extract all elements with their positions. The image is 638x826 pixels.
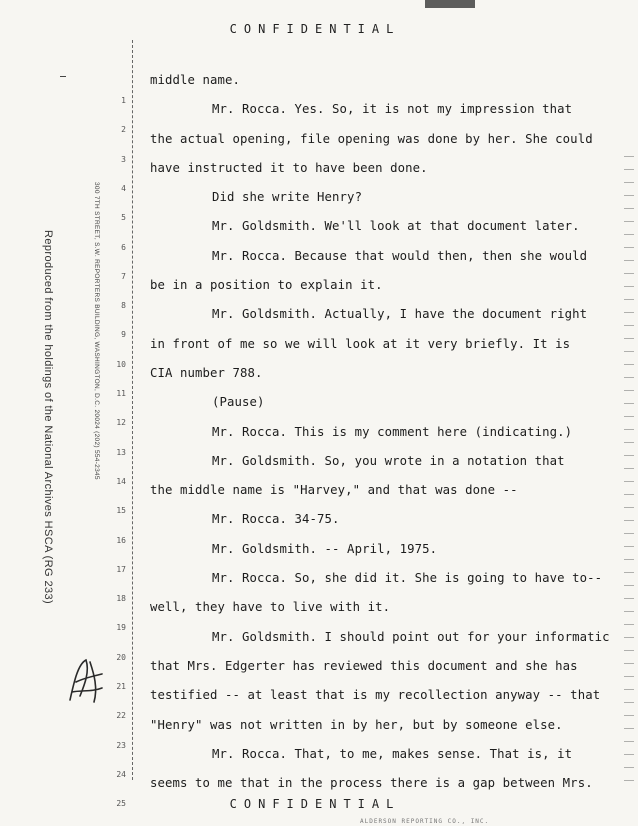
transcript-line: Mr. Rocca. That, to me, makes sense. That is, it	[212, 746, 573, 761]
line-number: 6	[121, 242, 126, 252]
line-number: 19	[116, 623, 126, 633]
transcript-line: Mr. Rocca. This is my comment here (indicating.)	[212, 424, 573, 439]
line-number: 23	[116, 740, 126, 750]
page-footer: CONFIDENTIAL	[229, 797, 401, 811]
margin-rule	[132, 40, 133, 780]
transcript-line: Mr. Goldsmith. So, you wrote in a notation that	[212, 453, 565, 468]
line-number: 10	[116, 359, 126, 369]
line-number: 7	[121, 271, 126, 281]
handwritten-initials	[64, 652, 108, 708]
footer-smudge: ALDERSON REPORTING CO., INC.	[360, 818, 490, 825]
margin-dash	[60, 76, 66, 77]
transcript-body	[150, 66, 620, 798]
line-number: 20	[116, 652, 126, 662]
line-number: 2	[121, 125, 126, 135]
line-number: 5	[121, 213, 126, 223]
line-number: 17	[116, 564, 126, 574]
line-number: 16	[116, 535, 126, 545]
transcript-line: "Henry" was not written in by her, but by someone else.	[150, 717, 563, 732]
top-edge-mark	[425, 0, 475, 8]
line-number: 8	[121, 301, 126, 311]
transcript-line: middle name.	[150, 73, 241, 87]
line-number: 22	[116, 711, 126, 721]
transcript-line: well, they have to live with it.	[150, 600, 391, 615]
transcript-line: Mr. Rocca. Because that would then, then she would	[212, 248, 588, 263]
transcript-line: Mr. Goldsmith. We'll look at that document later.	[212, 219, 580, 234]
transcript-line: be in a position to explain it.	[150, 278, 383, 293]
transcript-line: (Pause)	[212, 395, 265, 410]
reporter-address-stamp: 300 7TH STREET, S.W. REPORTERS BUILDING, WASHINGTON, D.C. 20024 (202) 554-2345	[93, 182, 100, 480]
transcript-line: seems to me that in the process there is a gap between Mrs.	[150, 776, 593, 791]
transcript-line: that Mrs. Edgerter has reviewed this document and she has	[150, 658, 578, 673]
line-number: 25	[116, 799, 126, 809]
transcript-line: in front of me so we will look at it very briefly. It is	[150, 336, 571, 351]
archive-stamp: Reproduced from the holdings of the National Archives HSCA (RG 233)	[42, 230, 54, 605]
line-number: 1	[121, 96, 126, 105]
line-number: 14	[116, 476, 126, 486]
line-number: 18	[116, 594, 126, 604]
transcript-line: the middle name is "Harvey," and that was done --	[150, 483, 518, 498]
transcript-line: Mr. Rocca. Yes. So, it is not my impression that	[212, 102, 573, 117]
transcript-line: Mr. Goldsmith. I should point out for your informatic	[212, 629, 610, 644]
transcript-line: have instructed it to have been done.	[150, 160, 428, 175]
transcript-line: Mr. Goldsmith. Actually, I have the document right	[212, 307, 588, 322]
line-number: 9	[121, 330, 126, 340]
line-number: 21	[116, 682, 126, 691]
transcript-line: Did she write Henry?	[212, 190, 363, 205]
transcript-line: CIA number 788.	[150, 365, 263, 380]
transcript-line: the actual opening, file opening was done by her. She could	[150, 131, 593, 146]
page-header: CONFIDENTIAL	[229, 22, 401, 36]
line-number: 3	[121, 154, 126, 164]
transcript-line: Mr. Rocca. 34-75.	[212, 512, 340, 527]
transcript-line: testified -- at least that is my recollection anyway -- that	[150, 688, 601, 703]
scan-edge-noise	[624, 150, 634, 790]
line-number: 13	[116, 447, 126, 457]
line-number: 11	[116, 389, 126, 398]
line-number: 12	[116, 418, 126, 428]
line-number: 15	[116, 506, 126, 516]
transcript-line: Mr. Goldsmith. -- April, 1975.	[212, 541, 438, 556]
line-number: 4	[121, 183, 126, 193]
line-number: 24	[116, 769, 126, 779]
transcript-line: Mr. Rocca. So, she did it. She is going to have to--	[212, 571, 603, 586]
